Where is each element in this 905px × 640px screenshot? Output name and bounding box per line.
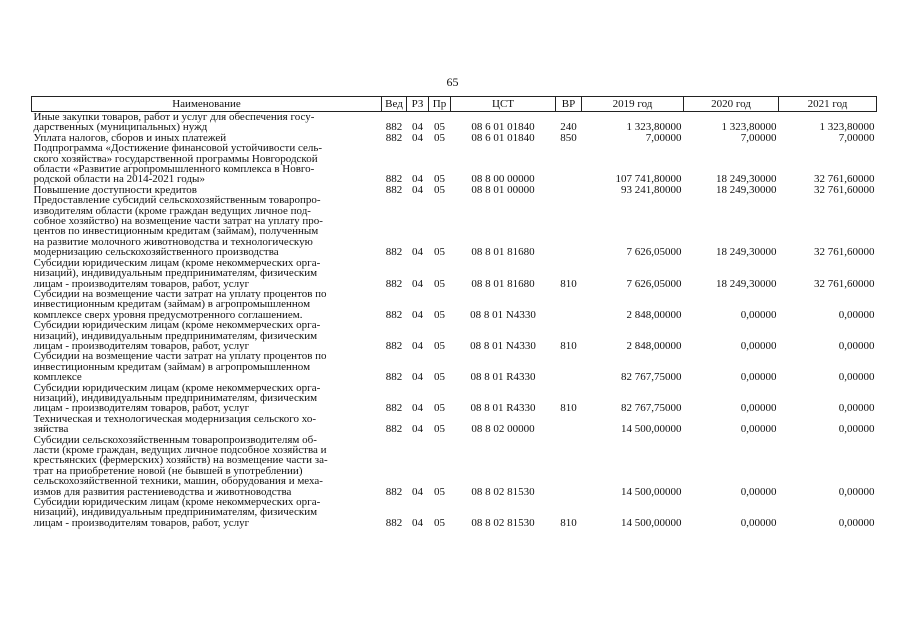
table-row [32, 143, 877, 185]
row-2020: 0,00000 [740, 339, 777, 352]
row-name: Субсидии на возмещение части затрат на уплату процентов по инвестиционным кредитам (займам) в агропромышленном комплексе сверх уровня предусмотренного соглашением. [33, 287, 327, 321]
header-pr: Пр [429, 97, 451, 112]
row-2021: 32 761,60000 [814, 246, 875, 259]
row-pr: 05 [434, 183, 445, 196]
header-ved: Вед [382, 97, 407, 112]
row-rz: 04 [412, 121, 423, 134]
row-vr [556, 414, 582, 435]
row-2019: 2 848,00000 [626, 339, 682, 352]
row-2020: 0,00000 [740, 516, 777, 529]
row-ved: 882 [385, 277, 403, 290]
row-vr: 810 [560, 277, 577, 290]
row-2020: 7,00000 [740, 131, 777, 144]
row-pr: 05 [434, 246, 445, 259]
row-vr: 810 [560, 402, 577, 415]
row-ved: 882 [385, 183, 403, 196]
row-ved: 882 [385, 173, 403, 186]
row-vr [556, 351, 582, 382]
row-ved: 882 [385, 423, 403, 436]
row-vr [556, 289, 582, 320]
row-2019: 2 848,00000 [626, 308, 682, 321]
row-rz: 04 [412, 339, 423, 352]
row-2021: 0,00000 [838, 371, 875, 384]
row-name: Субсидии юридическим лицам (кроме некоммерческих орга- низаций), индивидуальным предпринимателям, физическим лицам - производителям товаров, работ, услуг [33, 319, 321, 352]
row-rz: 04 [412, 485, 423, 498]
row-pr: 05 [434, 121, 445, 134]
row-2020: 1 323,80000 [721, 121, 777, 134]
table-row [32, 195, 877, 257]
row-cst: 08 8 01 81680 [471, 246, 535, 259]
row-2019: 1 323,80000 [626, 121, 682, 134]
row-name: Уплата налогов, сборов и иных платежей [33, 131, 227, 144]
table-row [32, 435, 877, 497]
table-row [32, 351, 877, 382]
header-2021: 2021 год [779, 97, 877, 112]
row-cst: 08 8 01 81680 [471, 277, 535, 290]
row-2021: 32 761,60000 [814, 183, 875, 196]
row-2020: 18 249,30000 [716, 183, 777, 196]
row-vr: 850 [560, 131, 577, 144]
row-name: Предоставление субсидий сельскохозяйственным товаропро- изводителям области (кроме граждан ведущих личное под- собное хозяйство) на возмещение части затрат на уплату про- центов по инвестиционным кредитам (займам), полученным на развитие молочного животноводства и технологическую модернизацию сельскохозяйственного производства [33, 194, 323, 259]
row-2019: 107 741,80000 [615, 173, 682, 186]
row-ved: 882 [385, 516, 403, 529]
table-row [32, 383, 877, 414]
row-pr: 05 [434, 277, 445, 290]
row-vr [556, 435, 582, 497]
row-name: Субсидии юридическим лицам (кроме некоммерческих орга- низаций), индивидуальным предпринимателям, физическим лицам - производителям товаров, работ, услуг [33, 496, 321, 529]
row-name: Повышение доступности кредитов [33, 183, 197, 196]
row-ved: 882 [385, 246, 403, 259]
row-cst: 08 8 02 00000 [471, 423, 535, 436]
table-row [32, 289, 877, 320]
row-pr: 05 [434, 173, 445, 186]
table-row [32, 258, 877, 289]
row-pr: 05 [434, 339, 445, 352]
row-2020: 0,00000 [740, 402, 777, 415]
row-2020: 0,00000 [740, 308, 777, 321]
row-rz: 04 [412, 246, 423, 259]
row-2019: 7 626,05000 [626, 277, 682, 290]
row-cst: 08 8 01 N4330 [470, 339, 536, 352]
row-cst: 08 8 01 R4330 [470, 402, 536, 415]
row-2019: 7,00000 [645, 131, 682, 144]
row-pr: 05 [434, 308, 445, 321]
row-2019: 7 626,05000 [626, 246, 682, 259]
header-2020: 2020 год [684, 97, 779, 112]
row-ved: 882 [385, 121, 403, 134]
row-vr: 810 [560, 516, 577, 529]
row-pr: 05 [434, 131, 445, 144]
row-vr: 810 [560, 339, 577, 352]
table-body [32, 112, 877, 529]
row-2019: 93 241,80000 [621, 183, 682, 196]
row-rz: 04 [412, 402, 423, 415]
row-2020: 18 249,30000 [716, 173, 777, 186]
row-name: Субсидии на возмещение части затрат на уплату процентов по инвестиционным кредитам (займам) в агропромышленном комплексе [33, 350, 327, 384]
row-2020: 18 249,30000 [716, 277, 777, 290]
header-vr: ВР [556, 97, 582, 112]
row-rz: 04 [412, 516, 423, 529]
row-2019: 14 500,00000 [621, 423, 682, 436]
table-row [32, 414, 877, 435]
row-2019: 82 767,75000 [621, 371, 682, 384]
row-2021: 1 323,80000 [819, 121, 875, 134]
row-2021: 0,00000 [838, 308, 875, 321]
row-rz: 04 [412, 277, 423, 290]
row-rz: 04 [412, 308, 423, 321]
table-row [32, 497, 877, 528]
row-pr: 05 [434, 516, 445, 529]
row-2021: 0,00000 [838, 423, 875, 436]
row-2021: 0,00000 [838, 339, 875, 352]
row-ved: 882 [385, 308, 403, 321]
row-ved: 882 [385, 339, 403, 352]
row-2021: 0,00000 [838, 485, 875, 498]
table-header-row [32, 97, 877, 112]
row-vr [556, 143, 582, 185]
row-name: Субсидии юридическим лицам (кроме некоммерческих орга- низаций), индивидуальным предпринимателям, физическим лицам - производителям товаров, работ, услуг [33, 256, 321, 290]
row-cst: 08 6 01 01840 [471, 121, 535, 134]
row-vr [556, 195, 582, 257]
header-cst: ЦСТ [451, 97, 556, 112]
row-2019: 14 500,00000 [621, 485, 682, 498]
row-cst: 08 8 02 81530 [471, 485, 535, 498]
row-pr: 05 [434, 402, 445, 415]
row-rz: 04 [412, 173, 423, 186]
page-number: 65 [446, 75, 459, 89]
row-ved: 882 [385, 371, 403, 384]
row-ved: 882 [385, 402, 403, 415]
row-cst: 08 6 01 01840 [471, 131, 535, 144]
row-cst: 08 8 00 00000 [471, 173, 535, 186]
row-2021: 0,00000 [838, 516, 875, 529]
row-cst: 08 8 01 N4330 [470, 308, 536, 321]
row-2019: 14 500,00000 [621, 516, 682, 529]
row-name: Субсидии юридическим лицам (кроме некоммерческих орга- низаций), индивидуальным предпринимателям, физическим лицам - производителям товаров, работ, услуг [33, 381, 321, 415]
row-rz: 04 [412, 131, 423, 144]
header-name: Наименование [32, 97, 382, 112]
row-vr [556, 185, 582, 195]
row-pr: 05 [434, 485, 445, 498]
row-2021: 7,00000 [838, 131, 875, 144]
row-cst: 08 8 01 00000 [471, 183, 535, 196]
row-name: Техническая и технологическая модернизация сельского хо- зяйства [33, 412, 317, 436]
row-ved: 882 [385, 485, 403, 498]
row-pr: 05 [434, 371, 445, 384]
row-cst: 08 8 02 81530 [471, 516, 535, 529]
row-2020: 0,00000 [740, 371, 777, 384]
row-name: Субсидии сельскохозяйственным товаропроизводителям об- ласти (кроме граждан, ведущих личное подсобное хозяйства и крестьянских (фермерских) хозяйств) на возмещение части за- трат на приобретение новой (не бывшей в употреблении) сельскохозяйственной техники, машин, оборудования и меха- измов для развития растениеводства и животноводства [33, 433, 328, 498]
row-2020: 0,00000 [740, 423, 777, 436]
row-rz: 04 [412, 371, 423, 384]
row-name: Подпрограмма «Достижение финансовой устойчивости сель- ского хозяйства» государственной программы Новгородской области «Развитие агропромышленного комплекса в Новго- родской области на 2014-2021 годы» [33, 142, 323, 186]
row-2021: 0,00000 [838, 402, 875, 415]
row-2020: 18 249,30000 [716, 246, 777, 259]
row-2020: 0,00000 [740, 485, 777, 498]
row-2021: 32 761,60000 [814, 173, 875, 186]
table-row [32, 112, 877, 133]
row-2019: 82 767,75000 [621, 402, 682, 415]
row-rz: 04 [412, 423, 423, 436]
row-pr: 05 [434, 423, 445, 436]
budget-table [31, 96, 877, 528]
row-vr: 240 [560, 121, 577, 134]
table-row [32, 320, 877, 351]
header-rz: РЗ [407, 97, 429, 112]
row-name: Иные закупки товаров, работ и услуг для обеспечения госу- дарственных (муниципальных) нужд [33, 111, 315, 134]
row-ved: 882 [385, 131, 403, 144]
row-cst: 08 8 01 R4330 [470, 371, 536, 384]
row-2021: 32 761,60000 [814, 277, 875, 290]
header-2019: 2019 год [582, 97, 684, 112]
row-rz: 04 [412, 183, 423, 196]
